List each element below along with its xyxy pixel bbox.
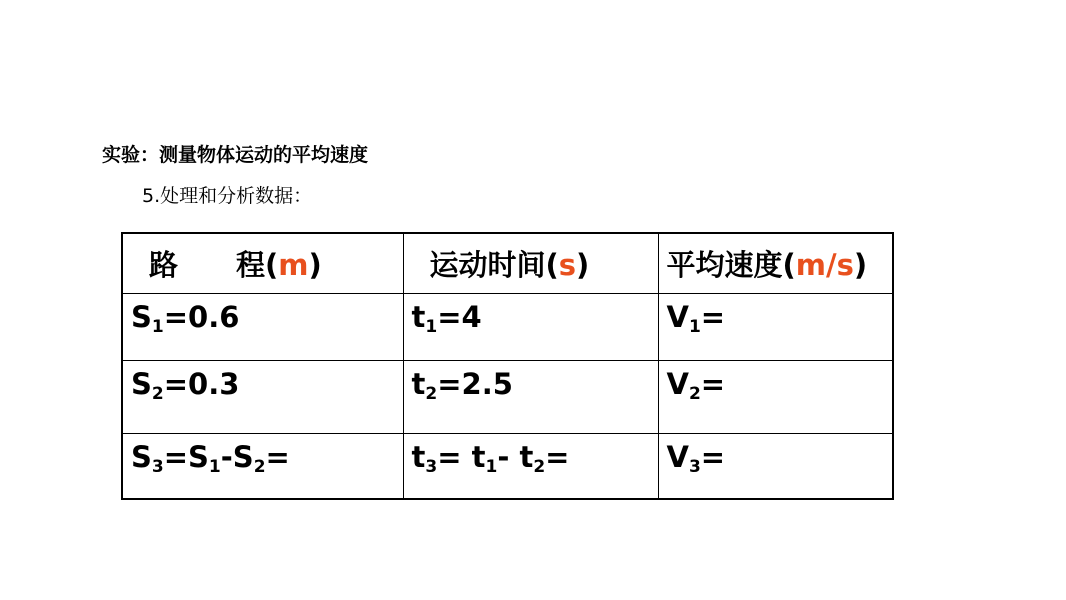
cell-text: =0.3 [163,366,240,401]
header-speed-label: 平均速度( [666,247,796,282]
cell-speed-1 [658,293,893,360]
table-header-row [122,233,893,293]
cell-text: =S [163,439,209,474]
cell-speed-3 [658,433,893,499]
cell-text: = [545,439,570,474]
table-row [122,433,893,499]
cell-text: - t [497,439,534,474]
cell-subscript: 1 [208,456,221,477]
header-distance-unit: m [278,247,309,282]
header-distance-close: ) [308,247,322,282]
header-speed-close: ) [853,247,868,282]
cell-time-3 [403,433,658,499]
cell-text: = [265,439,290,474]
cell-subscript: 1 [151,316,164,337]
table-row [122,360,893,433]
cell-subscript: 1 [485,456,498,477]
cell-subscript: 3 [151,456,164,477]
header-distance [122,233,403,293]
cell-text: =2.5 [437,366,513,401]
section-subtitle: 5.处理和分析数据： [142,185,313,207]
cell-text: = [700,366,726,401]
cell-time-1 [403,293,658,360]
cell-subscript: 2 [533,456,546,477]
experiment-title: 实验：测量物体运动的平均速度 [102,144,369,166]
cell-text: t [411,299,426,334]
cell-text: V [666,299,689,334]
cell-distance-2 [122,360,403,433]
cell-subscript: 2 [425,383,438,404]
cell-text: S [131,439,152,474]
cell-subscript: 2 [151,383,164,404]
cell-text: S [131,299,152,334]
cell-distance-3 [122,433,403,499]
header-distance-label: 路 程( [149,247,279,282]
table-row [122,293,893,360]
cell-time-2 [403,360,658,433]
cell-text: = [700,439,726,474]
cell-text: = t [437,439,486,474]
data-table [121,232,894,500]
cell-subscript: 2 [253,456,266,477]
cell-subscript: 1 [425,316,438,337]
header-time-close: ) [576,247,590,282]
cell-text: t [411,366,426,401]
header-time-unit: s [558,247,577,282]
header-time [403,233,658,293]
header-speed-unit: m/s [795,247,854,282]
header-time-label: 运动时间( [429,247,559,282]
cell-subscript: 2 [688,383,701,404]
cell-text: V [666,366,689,401]
cell-text: V [666,439,689,474]
cell-text: = [700,299,726,334]
cell-text: -S [220,439,254,474]
cell-subscript: 3 [688,456,701,477]
cell-subscript: 1 [688,316,701,337]
header-speed [658,233,893,293]
cell-text: S [131,366,152,401]
cell-speed-2 [658,360,893,433]
cell-subscript: 3 [425,456,438,477]
cell-distance-1 [122,293,403,360]
cell-text: =4 [437,299,482,334]
cell-text: t [411,439,426,474]
cell-text: =0.6 [163,299,240,334]
